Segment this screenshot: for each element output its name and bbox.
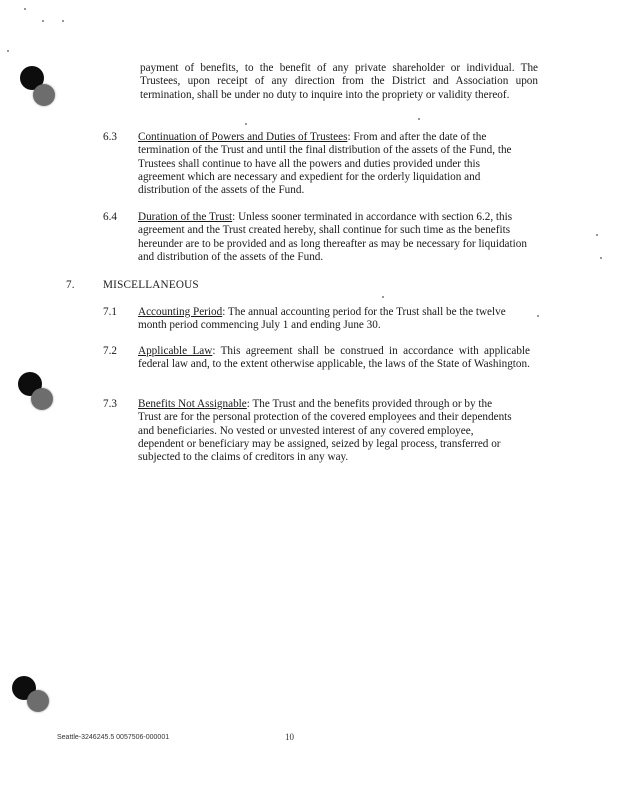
scan-speck (62, 20, 64, 22)
section-number: 6.4 (103, 211, 117, 223)
article-number: 7. (66, 279, 75, 291)
section-number: 7.2 (103, 345, 117, 357)
section-body: : The annual accounting period for the Trust shall be the twelve month period commencing July 1 and ending June 30. (138, 306, 506, 332)
scan-speck (7, 50, 9, 52)
document-id: Seattle-3246245.5 0057506-000001 (57, 734, 170, 741)
scan-speck (600, 257, 602, 259)
section-title: Benefits Not Assignable (138, 398, 247, 410)
scan-speck (42, 20, 44, 22)
section-paragraph (138, 131, 528, 197)
section-body: : From and after the date of the termination of the Trust and until the final distribution of the assets of the Fund, the Trustees shall continue to have all the powers and duties provided under this agreement which are necessary and expedient for the orderly liquidation and distribution of the assets of the Fund. (138, 131, 512, 197)
carryover-paragraph: payment of benefits, to the benefit of any private shareholder or individual. The Trustees, upon receipt of any direction from the District and Association upon termination, shall be under no duty to inquire into the propriety or validity thereof. (140, 62, 538, 101)
section-number: 6.3 (103, 131, 117, 143)
section-title: Applicable Law (138, 345, 213, 357)
scan-speck (245, 123, 247, 125)
scan-speck (24, 8, 26, 10)
section-title: Accounting Period (138, 306, 223, 318)
page-number: 10 (285, 732, 294, 742)
section-body: : Unless sooner terminated in accordance with section 6.2, this agreement and the Trust created hereby, shall continue for such time as the benefits hereunder are to be provided and as long thereafter as may be necessary for liquidation and distribution of the assets of the Fund. (138, 211, 527, 263)
section-body: : The Trust and the benefits provided through or by the Trust are for the personal protection of the covered employees and their dependents and beneficiaries. No vested or unvested interest of any covered employee, dependent or beneficiary may be assigned, seized by legal process, transferred or subjected to the claims of creditors in any way. (138, 398, 512, 464)
punch-hole-shadow (33, 84, 55, 106)
scan-speck (418, 118, 420, 120)
punch-hole-shadow (31, 388, 53, 410)
section-paragraph (138, 345, 530, 372)
section-paragraph (138, 306, 530, 333)
punch-hole-shadow (27, 690, 49, 712)
scan-speck (596, 234, 598, 236)
section-paragraph (138, 211, 530, 264)
scan-speck (382, 296, 384, 298)
section-paragraph (138, 398, 516, 464)
article-title: MISCELLANEOUS (103, 279, 199, 291)
section-number: 7.1 (103, 306, 117, 318)
section-number: 7.3 (103, 398, 117, 410)
section-body: : This agreement shall be construed in accordance with applicable federal law and, to the extent otherwise applicable, the laws of the State of Washington. (138, 345, 530, 371)
section-title: Duration of the Trust (138, 211, 233, 223)
scan-speck (537, 315, 539, 317)
section-title: Continuation of Powers and Duties of Trustees (138, 131, 348, 143)
